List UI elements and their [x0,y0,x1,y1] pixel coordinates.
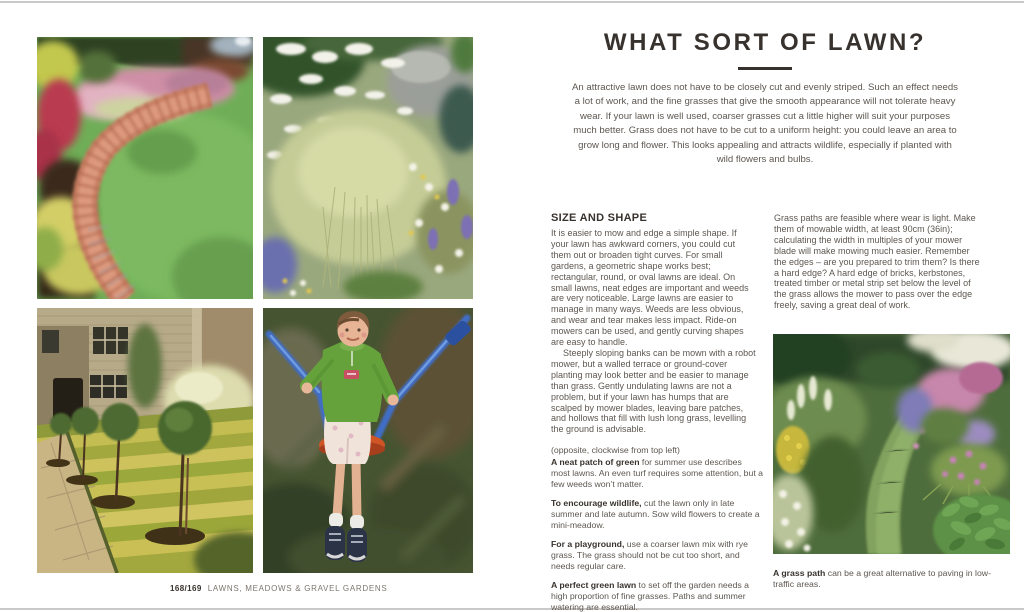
caption-lead: A perfect green lawn [551,580,637,590]
caption-text: use a coarser lawn mix with rye grass. The grass should not be cut too short, and needs regular care. [551,539,748,571]
section-heading: SIZE AND SHAPE [551,212,648,224]
text-column-right [774,213,980,311]
caption-text: can be a great alternative to paving in low-traffic areas. [773,567,991,589]
page-title: WHAT SORT OF LAWN? [603,29,927,56]
page-footer [170,584,387,593]
text-column-left [551,212,756,435]
photo-grass-path [773,334,1010,554]
caption-list [551,445,763,612]
caption-item [551,498,763,531]
intro-paragraph: An attractive lawn does not have to be closely cut and evenly striped. Such an effect needs a lot of work, and the fine grasses that give the smooth appearance will not tolerate heavy wear. If your lawn is well used, coarser grasses cut a little higher will suit your purposes much better. Grass does not have to be cut to a uniform height: you could leave an area to grow long and flower. This looks appealing and attracts wildlife, especially if planted with wild flowers and bulbs. [572,82,958,166]
page-edge-bottom [0,608,1024,610]
body-paragraph-1: It is easier to mow and edge a simple shape. If your lawn has awkward corners, you could cut them out or broaden tight curves. For small gardens, a geometric shape works best; rectangular, round, or oval lawns are ideal. On small lawns, neat edges are important and weeds are very noticeable. Large lawns are easier to manage in many ways. Weeds are less obvious, and wear and tear makes less impact. Ride-on mowers can be used, and gently curving shapes are easy to handle. [551,228,749,348]
caption-lead: A grass path [773,567,826,578]
caption-item [551,580,763,612]
caption-item [551,539,763,572]
title-rule [738,67,792,70]
photo-wildflower-meadow [263,37,473,299]
caption-lead: For a playground, [551,539,625,549]
caption-text: cut the lawn only in late summer and late autumn. Sow wild flowers to create a mini-meadow. [551,498,760,530]
photo-child-on-swing [263,308,473,573]
caption-lead: To encourage wildlife, [551,498,642,508]
caption-item [551,457,763,490]
caption-lead: A neat patch of green [551,457,640,467]
page-edge-top [0,1,1024,3]
photo-striped-lawn-house [37,308,253,573]
article-header [551,30,979,167]
body-paragraph-2: Steeply sloping banks can be mown with a robot mower, but a walled terrace or ground-cover planting may look better and be easier to manage than grass. Gently undulating lawns are not a problem, but if your lawn has humps that are scalped by mower blades, leaving bare patches, and hollows that fill with lush long grass, levelling the ground is advisable. [551,347,756,435]
body-paragraph-3: Grass paths are feasible where wear is light. Make them of mowable width, at least 90cm (36in); calculating the width in multiples of your mower blade will make mowing much easier. Remember the edges – are you prepared to trim them? Is there a hard edge? A hard edge of bricks, kerbstones, treated timber or metal strip set below the level of the grass allows the mower to pass over the edge freely, saving a great deal of work. [774,213,980,311]
page-numbers: 168/169 [170,584,202,593]
caption-text: for summer use describes most lawns. An even turf requires some attention, but a few weeds won’t matter. [551,457,763,489]
caption-text: to set off the garden needs a high proportion of fine grasses. Paths and summer watering are essential. [551,580,750,612]
photo-brick-edged-lawn [37,37,253,299]
caption-note: (opposite, clockwise from top left) [551,445,680,455]
footer-section-title: LAWNS, MEADOWS & GRAVEL GARDENS [207,584,388,593]
photo-caption [773,568,993,590]
